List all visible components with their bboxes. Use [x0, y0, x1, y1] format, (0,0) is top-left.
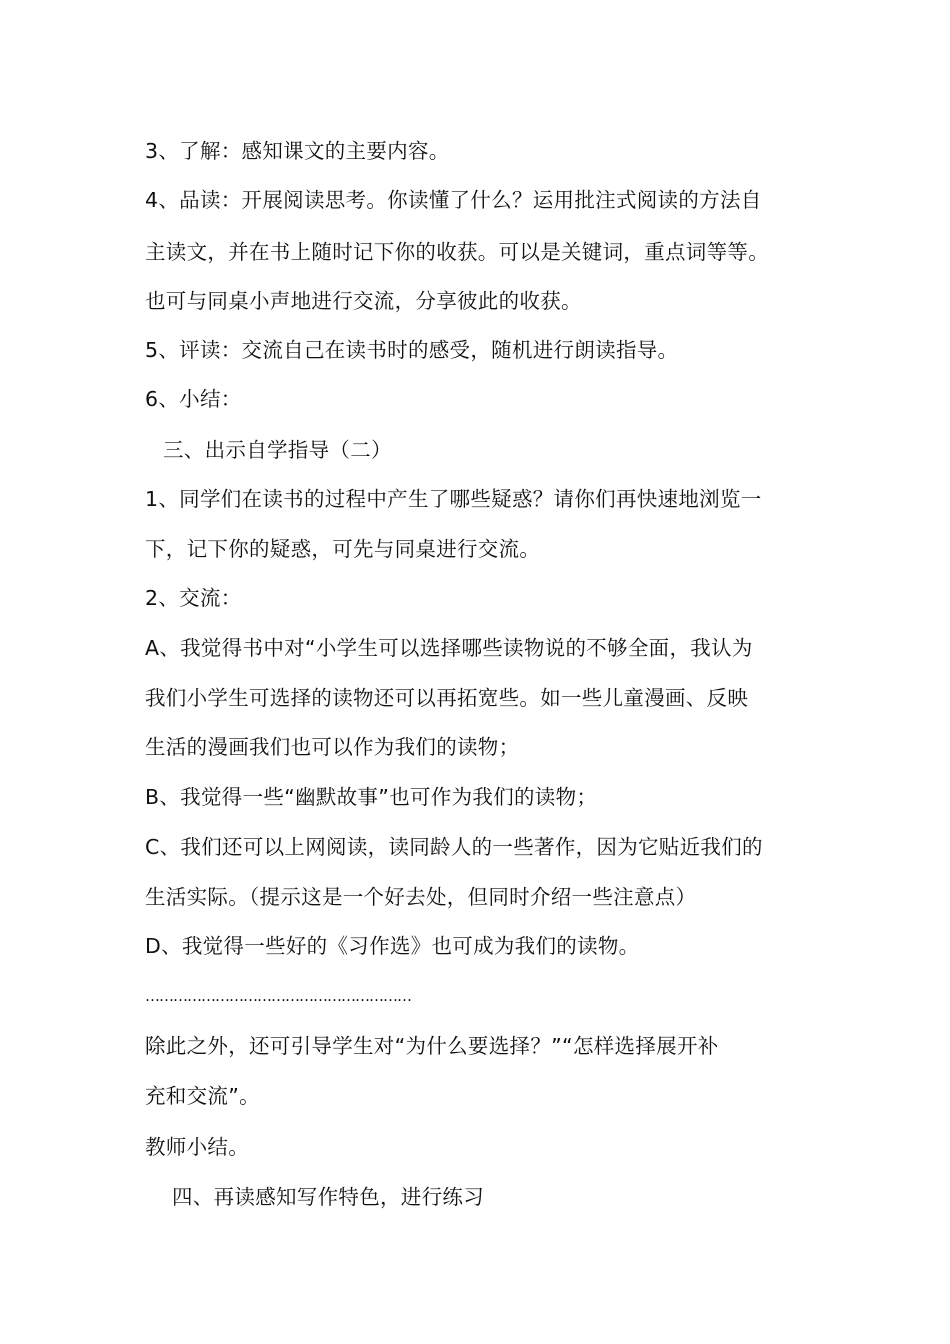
text-line: 除此之外，还可引导学生对“为什么要选择？”“怎样选择展开补 — [145, 1034, 719, 1058]
text-line: 1、同学们在读书的过程中产生了哪些疑惑？请你们再快速地浏览一 — [145, 487, 762, 511]
text-line: 生活的漫画我们也可以作为我们的读物； — [145, 735, 520, 759]
text-line: 教师小结。 — [145, 1135, 249, 1159]
section-heading: 四、再读感知写作特色，进行练习 — [172, 1185, 484, 1209]
text-line: 也可与同桌小声地进行交流，分享彼此的收获。 — [145, 289, 582, 313]
text-line: 2、交流： — [145, 586, 242, 610]
text-line: B、我觉得一些“幽默故事”也可作为我们的读物； — [145, 785, 598, 809]
text-line: 生活实际。（提示这是一个好去处，但同时介绍一些注意点） — [145, 885, 697, 909]
text-line: 6、小结： — [145, 387, 242, 411]
text-line: 下，记下你的疑惑，可先与同桌进行交流。 — [145, 537, 541, 561]
text-line: D、我觉得一些好的《习作选》也可成为我们的读物。 — [145, 934, 640, 958]
text-line: 4、品读：开展阅读思考。你读懂了什么？运用批注式阅读的方法自 — [145, 188, 762, 212]
text-line: 充和交流”。 — [145, 1084, 260, 1108]
text-line: A、我觉得书中对“小学生可以选择哪些读物说的不够全面，我认为 — [145, 636, 753, 660]
text-line: 5、评读：交流自己在读书时的感受，随机进行朗读指导。 — [145, 338, 679, 362]
text-line: 主读文，并在书上随时记下你的收获。可以是关键词，重点词等等。 — [145, 240, 769, 264]
text-line: 我们小学生可选择的读物还可以再拓宽些。如一些儿童漫画、反映 — [145, 686, 749, 710]
text-line: 3、了解：感知课文的主要内容。 — [145, 139, 450, 163]
section-heading: 三、出示自学指导（二） — [163, 438, 392, 462]
text-line: C、我们还可以上网阅读，读同龄人的一些著作，因为它贴近我们的 — [145, 835, 763, 859]
ellipsis-line: ………………………………………………… — [145, 987, 411, 1005]
